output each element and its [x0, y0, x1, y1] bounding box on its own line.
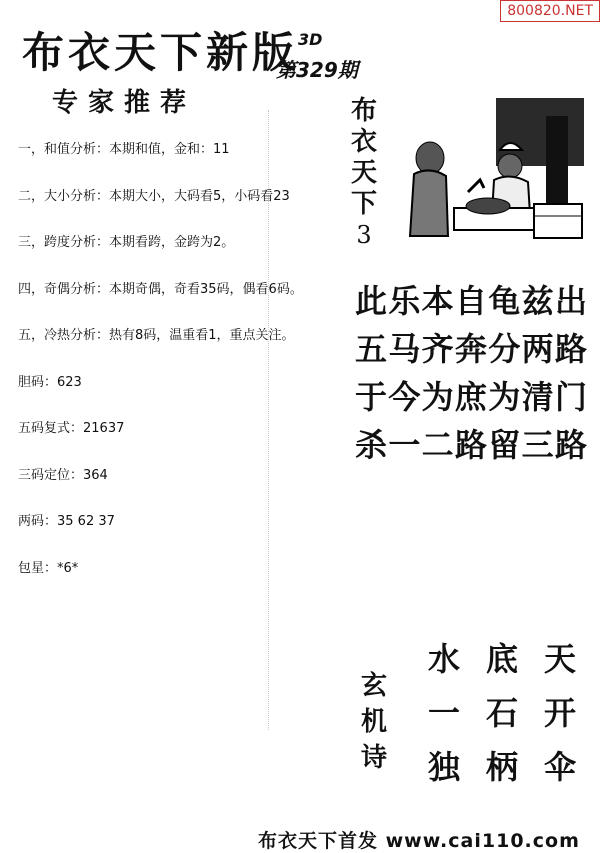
expert-subtitle: 专家推荐 [52, 88, 197, 118]
poem-char: 路 [554, 330, 587, 368]
mystic-label-char: 机 [360, 707, 387, 737]
side-title-char: 布 [350, 96, 377, 126]
poem-line [355, 323, 585, 371]
mystic-char: 石 [485, 694, 518, 732]
poem-char: 为 [488, 378, 521, 416]
poem-char: 清 [521, 378, 554, 416]
poem-char: 自 [454, 282, 487, 320]
mystic-char: 底 [485, 640, 518, 678]
cartoon-illustration [406, 96, 588, 246]
poem-char: 门 [554, 378, 587, 416]
poem-char: 留 [488, 426, 521, 464]
poem-char: 三 [521, 426, 554, 464]
analysis-item: 一，和值分析：本期和值，金和：11 [18, 142, 230, 157]
poem-char: 龟 [488, 282, 521, 320]
analysis-item: 四，奇偶分析：本期奇偶，奇看35码，偶看6码。 [18, 281, 303, 297]
poem-char: 路 [454, 426, 487, 464]
analysis-item: 五，冷热分析：热有8码，温重看1，重点关注。 [18, 328, 295, 343]
analysis-list [18, 140, 348, 605]
lottery-type: 3D [298, 30, 323, 49]
poem-char: 一 [388, 426, 421, 464]
poem-char: 五 [355, 330, 388, 368]
poem-char: 兹 [521, 282, 554, 320]
mystic-line [422, 630, 582, 684]
mystic-char: 水 [427, 640, 460, 678]
poem-char: 庶 [454, 378, 487, 416]
mystic-line [422, 738, 582, 792]
poem-char: 出 [554, 282, 587, 320]
footer-caption: 布衣天下首发 www.cai110.com [258, 830, 580, 852]
side-title [346, 96, 382, 251]
poem-char: 二 [421, 426, 454, 464]
poem-char: 分 [488, 330, 521, 368]
poem-line [355, 419, 585, 467]
side-title-char: 天 [350, 158, 377, 188]
mystic-label-char: 玄 [360, 671, 387, 701]
poem-char: 本 [421, 282, 454, 320]
poem-line [355, 371, 585, 419]
poem-block [355, 275, 585, 467]
mystic-line [422, 684, 582, 738]
poem-char: 两 [521, 330, 554, 368]
mystic-char: 独 [427, 748, 460, 786]
poem-char: 乐 [388, 282, 421, 320]
side-title-number: 3 [356, 221, 372, 249]
poem-char: 杀 [355, 426, 388, 464]
watermark-badge: 800820.NET [500, 0, 600, 22]
poem-char: 于 [355, 378, 388, 416]
mystic-char: 开 [543, 694, 576, 732]
poem-char: 奔 [454, 330, 487, 368]
poem-char: 此 [355, 282, 388, 320]
analysis-item: 包星：*6* [18, 560, 79, 576]
mystic-poem-label [358, 668, 390, 776]
mystic-char: 一 [427, 694, 460, 732]
poem-char: 路 [554, 426, 587, 464]
analysis-item: 五码复式：21637 [18, 421, 125, 436]
poem-char: 为 [421, 378, 454, 416]
mystic-char: 伞 [543, 748, 576, 786]
poem-char: 今 [388, 378, 421, 416]
analysis-item: 胆码：623 [18, 374, 82, 390]
mystic-poem [422, 630, 582, 792]
analysis-item: 三，跨度分析：本期看跨，金跨为2。 [18, 235, 235, 250]
mystic-char: 天 [543, 640, 576, 678]
poem-char: 齐 [421, 330, 454, 368]
issue-number: 第329期 [276, 58, 358, 82]
mystic-label-char: 诗 [360, 743, 387, 773]
analysis-item: 三码定位：364 [18, 467, 108, 483]
analysis-item: 两码：35 62 37 [18, 514, 115, 529]
side-title-char: 衣 [350, 127, 377, 157]
poem-line [355, 275, 585, 323]
mystic-char: 柄 [485, 748, 518, 786]
page-title: 布衣天下新版 [22, 28, 299, 77]
poem-char: 马 [388, 330, 421, 368]
analysis-item: 二，大小分析：本期大小，大码看5，小码看23 [18, 188, 290, 204]
side-title-char: 下 [350, 189, 377, 219]
